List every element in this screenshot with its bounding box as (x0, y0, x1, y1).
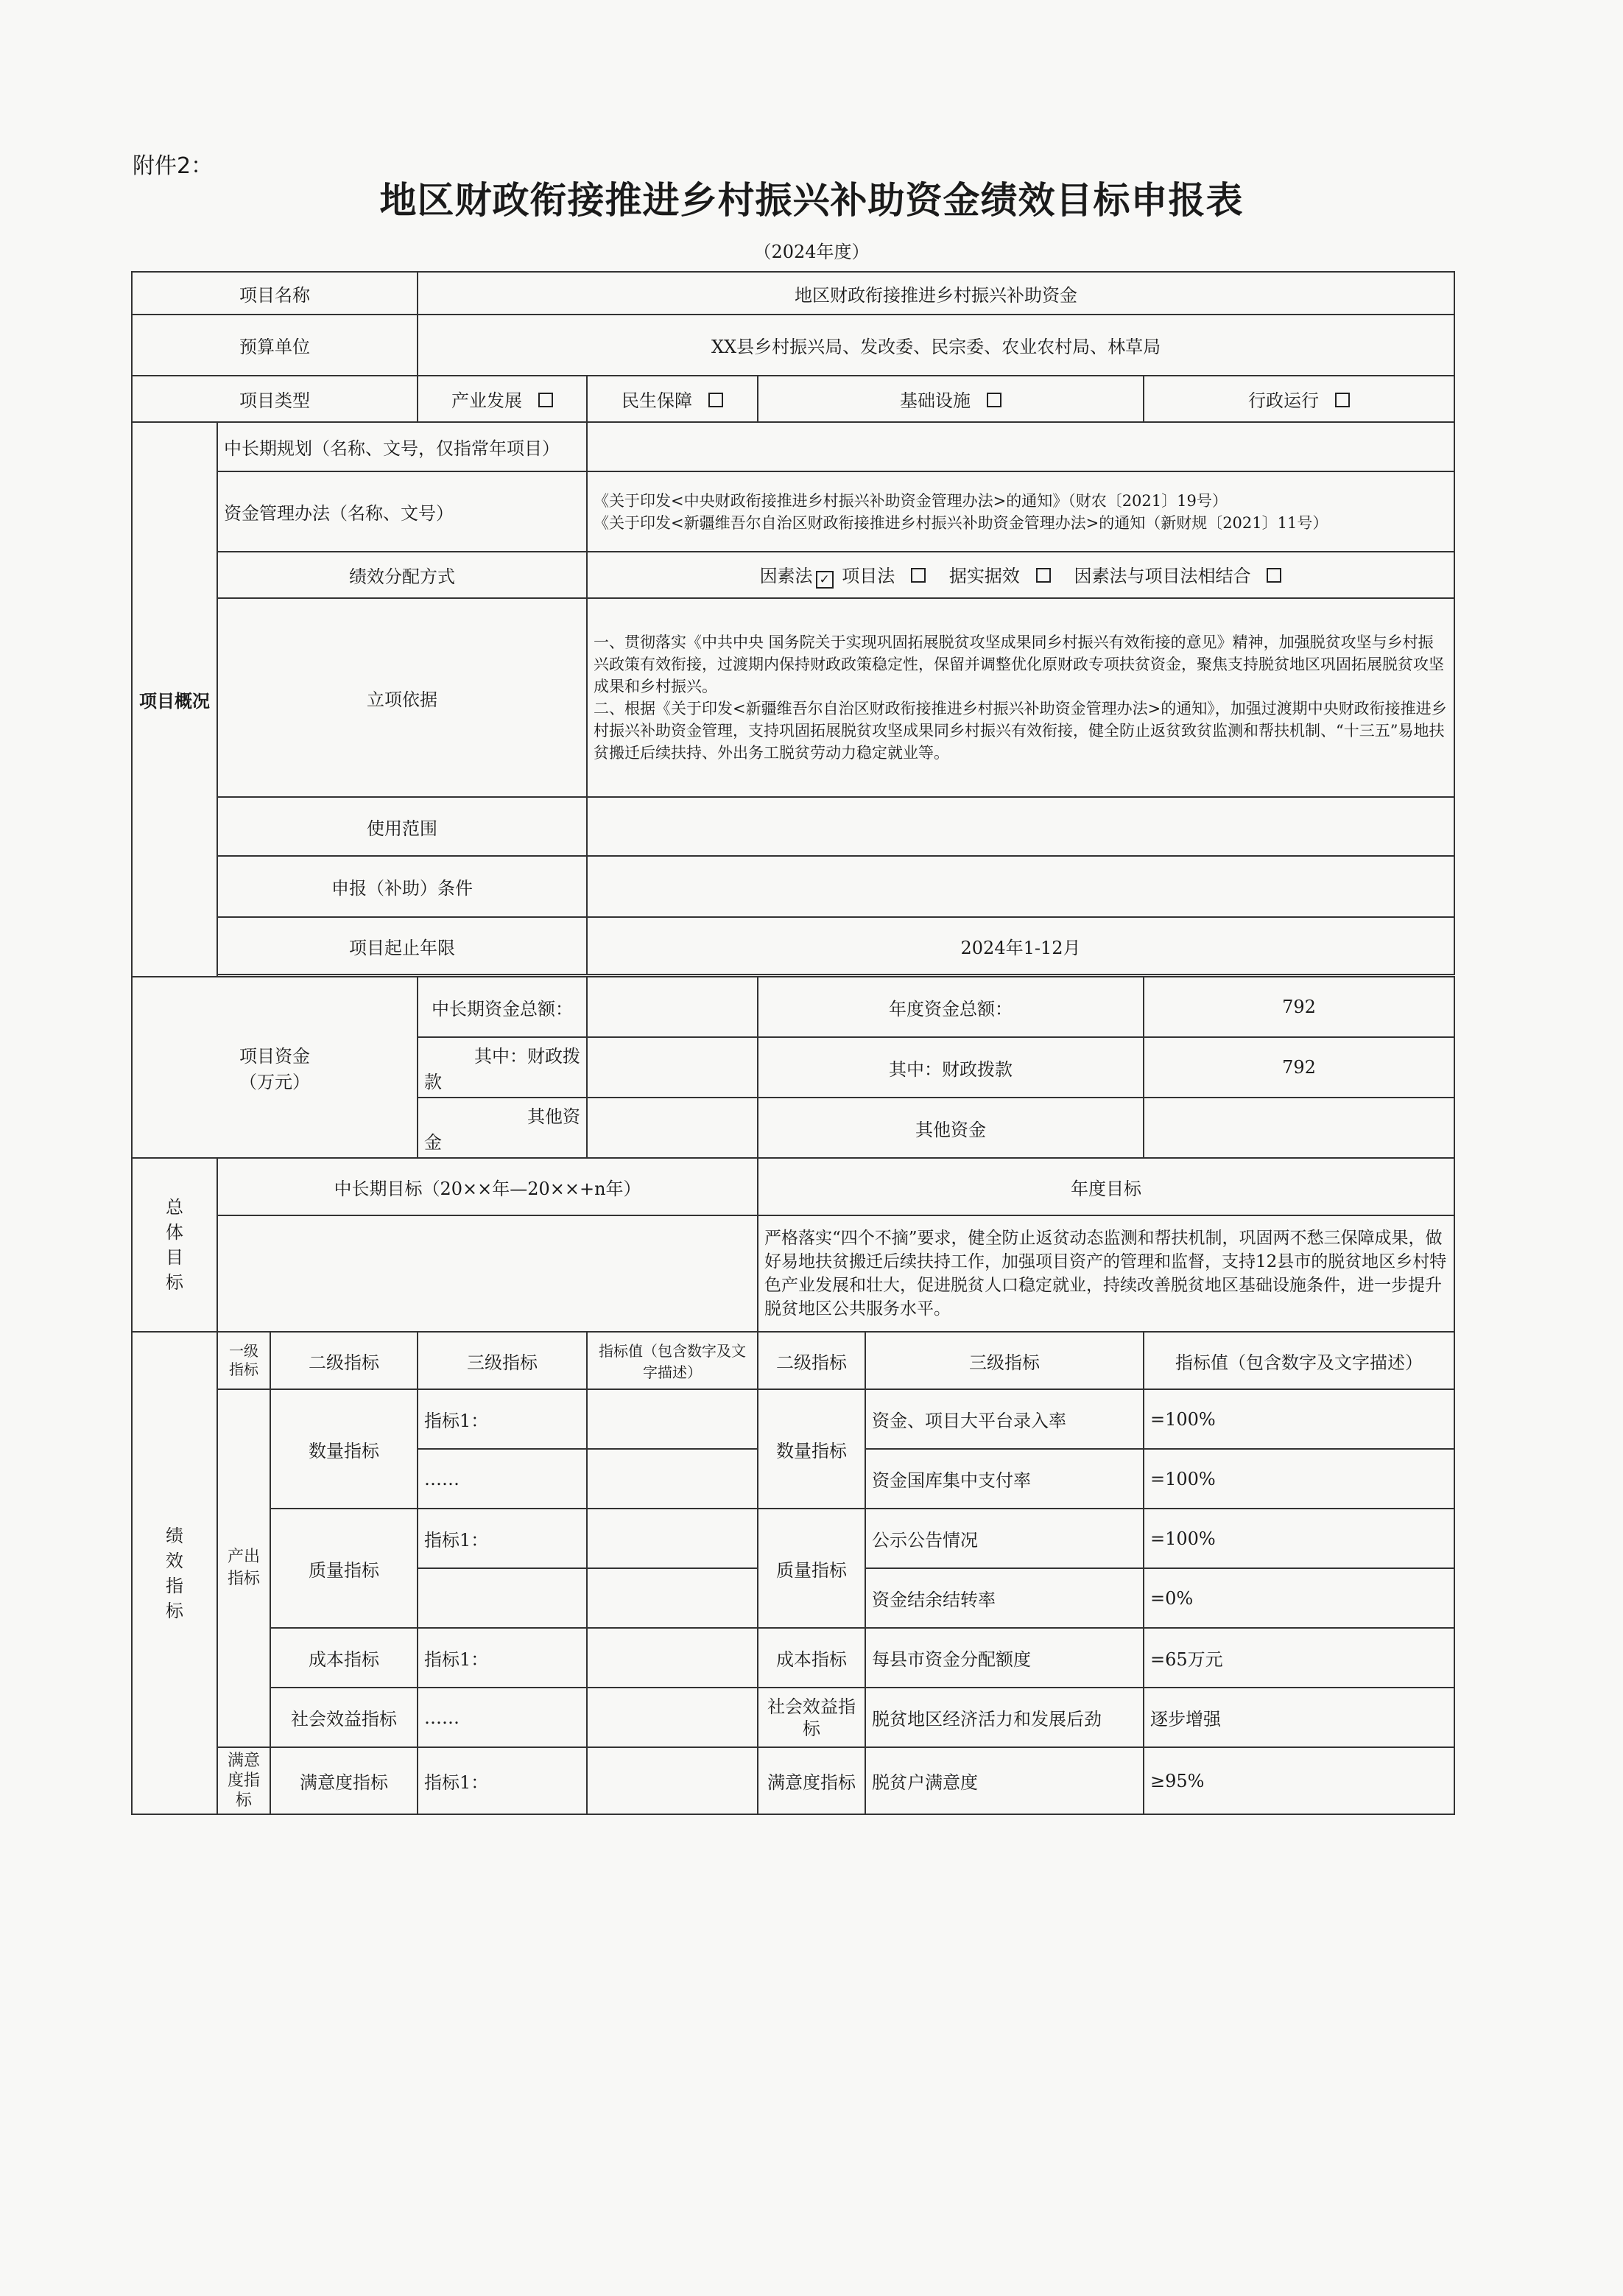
budget-unit-row (132, 315, 1454, 376)
annual-other-label: 其他资金 (758, 1098, 1144, 1158)
social-indicator-label: 社会效益指标 (270, 1688, 418, 1747)
project-type-row (132, 376, 1454, 422)
quality-indicator-label-right: 质量指标 (758, 1509, 865, 1628)
header-value-right: 指标值（包含数字及文字描述） (1144, 1332, 1454, 1389)
scope-row (132, 797, 1454, 856)
indicator-name: 脱贫地区经济活力和发展后劲 (865, 1688, 1144, 1747)
conditions-label: 申报（补助）条件 (217, 856, 587, 917)
midlong-other-label (418, 1098, 587, 1158)
indicator-name: 每县市资金分配额度 (865, 1628, 1144, 1688)
indicator-name: 资金、项目大平台录入率 (865, 1389, 1144, 1449)
indicator-placeholder: 指标1： (418, 1389, 587, 1449)
indicator-value: =65万元 (1144, 1628, 1454, 1688)
midlong-goal-header: 中长期目标（20××年—20××+n年） (217, 1158, 758, 1215)
indicator-value-empty (587, 1688, 758, 1747)
fund-mgmt-value (587, 471, 1454, 552)
fund-mgmt-line-2: 《关于印发<新疆维吾尔自治区财政衔接推进乡村振兴补助资金管理办法>的通知（新财规〔2021〕11号） (594, 513, 1328, 532)
checkbox-icon (1267, 568, 1281, 583)
header-level2-right: 二级指标 (758, 1332, 865, 1389)
goal-content-row (132, 1215, 1454, 1332)
indicator-value-empty (587, 1568, 758, 1628)
conditions-row (132, 856, 1454, 917)
annual-goal-header: 年度目标 (758, 1158, 1454, 1215)
basis-label: 立项依据 (217, 598, 587, 797)
midlong-total-label: 中长期资金总额： (418, 977, 587, 1037)
checkbox-icon (911, 568, 926, 583)
midlong-other-label-a: 其他资 (527, 1106, 580, 1127)
midlong-total-value (587, 977, 758, 1037)
conditions-value (587, 856, 1454, 917)
fund-mgmt-row (132, 471, 1454, 552)
annual-other-value (1144, 1098, 1454, 1158)
satisfaction-sub-label: 满意度指标 (270, 1747, 418, 1814)
output-indicator-label: 产出指标 (217, 1389, 270, 1747)
indicator-value-empty (587, 1449, 758, 1509)
allocation-option-factor: 因素法 (759, 566, 813, 586)
indicator-value-empty (587, 1389, 758, 1449)
indicator-value-empty (587, 1747, 758, 1814)
page-title: 地区财政衔接推进乡村振兴补助资金绩效目标申报表 (379, 178, 1244, 222)
goal-section-label (132, 1158, 217, 1332)
allocation-option-combined: 因素法与项目法相结合 (1074, 566, 1251, 586)
indicator-header-row (132, 1332, 1454, 1389)
midlong-goal-value (217, 1215, 758, 1332)
quality-indicator-label: 质量指标 (270, 1509, 418, 1628)
midlong-fiscal-value (587, 1037, 758, 1098)
allocation-option-project: 项目法 (842, 566, 895, 586)
indicator-name: 脱贫户满意度 (865, 1747, 1144, 1814)
indicator-ellipsis: …… (418, 1449, 587, 1509)
indicator-name: 资金国库集中支付率 (865, 1449, 1144, 1509)
indicator-placeholder: 指标1： (418, 1747, 587, 1814)
project-name-label: 项目名称 (132, 272, 418, 315)
checkbox-icon (1335, 393, 1350, 407)
indicator-row-5 (132, 1628, 1454, 1688)
basis-paragraph-1: 一、贯彻落实《中共中央 国务院关于实现巩固拓展脱贫攻坚成果同乡村振兴有效衔接的意见》精神，加强脱贫攻坚与乡村振兴政策有效衔接，过渡期内保持财政政策稳定性，保留并调整优化原财政专项扶贫资金，聚焦支持脱贫地区巩固拓展脱贫攻坚成果和乡村振兴。 (594, 633, 1444, 695)
checkbox-icon (987, 393, 1001, 407)
project-name-row (132, 272, 1454, 315)
indicator-placeholder: 指标1： (418, 1509, 587, 1568)
indicator-value: =100% (1144, 1389, 1454, 1449)
header-level3: 三级指标 (418, 1332, 587, 1389)
scope-label: 使用范围 (217, 797, 587, 856)
indicator-value: =100% (1144, 1509, 1454, 1568)
indicator-value: =0% (1144, 1568, 1454, 1628)
indicator-row-6 (132, 1688, 1454, 1747)
quantity-indicator-label: 数量指标 (270, 1389, 418, 1509)
basis-value (587, 598, 1454, 797)
indicator-row-1 (132, 1389, 1454, 1449)
social-indicator-label-right: 社会效益指标 (758, 1688, 865, 1747)
midlong-fiscal-label-b: 款 (424, 1072, 442, 1092)
indicator-value: ≥95% (1144, 1747, 1454, 1814)
budget-unit-value: XX县乡村振兴局、发改委、民宗委、农业农村局、林草局 (418, 315, 1454, 376)
funds-label-line-2: （万元） (239, 1072, 310, 1092)
performance-target-form (131, 271, 1455, 1815)
indicator-ellipsis: …… (418, 1688, 587, 1747)
indicator-placeholder: 指标1： (418, 1628, 587, 1688)
annual-fiscal-value: 792 (1144, 1037, 1454, 1098)
indicator-value: =100% (1144, 1449, 1454, 1509)
type-livelihood (587, 376, 758, 422)
cost-indicator-label: 成本指标 (270, 1628, 418, 1688)
scope-value (587, 797, 1454, 856)
header-level3-right: 三级指标 (865, 1332, 1144, 1389)
checkbox-icon (708, 393, 723, 407)
quantity-indicator-label-right: 数量指标 (758, 1389, 865, 1509)
year-label: （2024年度） (753, 242, 870, 262)
allocation-options (587, 552, 1454, 598)
allocation-row (132, 552, 1454, 598)
annual-goal-value: 严格落实“四个不摘”要求，健全防止返贫动态监测和帮扶机制，巩固两不愁三保障成果，做好易地扶贫搬迁后续扶持工作，加强项目资产的管理和监督，支持12县市的脱贫地区乡村特色产业发展和壮大，促进脱贫人口稳定就业，持续改善脱贫地区基础设施条件，进一步提升脱贫地区公共服务水平。 (758, 1215, 1454, 1332)
fund-mgmt-label: 资金管理办法（名称、文号） (217, 471, 587, 552)
goal-section-text: 总体目标 (166, 1197, 183, 1293)
funds-label-line-1: 项目资金 (239, 1046, 310, 1067)
midlong-other-value (587, 1098, 758, 1158)
type-industry-label: 产业发展 (451, 390, 522, 411)
indicator-value-empty (587, 1628, 758, 1688)
indicator-row-3 (132, 1509, 1454, 1568)
satisfaction-indicator-label: 满意度指标 (217, 1747, 270, 1814)
midlong-other-label-b: 金 (424, 1132, 442, 1153)
checkbox-icon (538, 393, 553, 407)
type-admin (1144, 376, 1454, 422)
period-label: 项目起止年限 (217, 917, 587, 975)
checkbox-icon (1036, 568, 1051, 583)
type-livelihood-label: 民生保障 (622, 390, 692, 411)
period-value: 2024年1-12月 (587, 917, 1454, 975)
indicator-empty (418, 1568, 587, 1628)
midlong-fiscal-label (418, 1037, 587, 1098)
basis-paragraph-2: 二、根据《关于印发<新疆维吾尔自治区财政衔接推进乡村振兴补助资金管理办法>的通知》，加强过渡期中央财政衔接推进乡村振兴补助资金管理，支持巩固拓展脱贫攻坚成果同乡村振兴有效衔接，健全防止返贫致贫监测和帮扶机制、“十三五”易地扶贫搬迁后续扶持、外出务工脱贫劳动力稳定就业等。 (594, 700, 1447, 762)
project-type-label: 项目类型 (132, 376, 418, 422)
allocation-label: 绩效分配方式 (217, 552, 587, 598)
header-value: 指标值（包含数字及文字描述） (587, 1332, 758, 1389)
attachment-label: 附件2： (133, 153, 214, 179)
allocation-option-actual: 据实据效 (948, 566, 1020, 586)
basis-row (132, 598, 1454, 797)
goal-header-row (132, 1158, 1454, 1215)
period-row (132, 917, 1454, 975)
satisfaction-sub-label-right: 满意度指标 (758, 1747, 865, 1814)
header-level1: 一级指标 (217, 1332, 270, 1389)
midlong-plan-row (132, 422, 1454, 471)
fund-mgmt-line-1: 《关于印发<中央财政衔接推进乡村振兴补助资金管理办法>的通知》（财农〔2021〕19号） (594, 491, 1228, 510)
type-industry (418, 376, 587, 422)
indicator-name: 资金结余结转率 (865, 1568, 1144, 1628)
indicator-section-text: 绩效指标 (166, 1525, 183, 1621)
midlong-fiscal-label-a: 其中：财政拨 (474, 1046, 580, 1067)
annual-total-label: 年度资金总额： (758, 977, 1144, 1037)
indicator-section-label (132, 1332, 217, 1814)
indicator-name: 公示公告情况 (865, 1509, 1144, 1568)
project-name-value: 地区财政衔接推进乡村振兴补助资金 (418, 272, 1454, 315)
midlong-plan-value (587, 422, 1454, 471)
type-infrastructure (758, 376, 1144, 422)
annual-total-value: 792 (1144, 977, 1454, 1037)
cost-indicator-label-right: 成本指标 (758, 1628, 865, 1688)
indicator-value: 逐步增强 (1144, 1688, 1454, 1747)
annual-fiscal-label: 其中：财政拨款 (758, 1037, 1144, 1098)
budget-unit-label: 预算单位 (132, 315, 418, 376)
type-infrastructure-label: 基础设施 (900, 390, 971, 411)
type-admin-label: 行政运行 (1248, 390, 1320, 411)
checked-box-icon: ✓ (816, 571, 834, 589)
indicator-row-7 (132, 1747, 1454, 1814)
midlong-plan-label: 中长期规划（名称、文号，仅指常年项目） (217, 422, 587, 471)
indicator-value-empty (587, 1509, 758, 1568)
header-level2: 二级指标 (270, 1332, 418, 1389)
funds-total-row (132, 977, 1454, 1037)
funds-section-label (132, 977, 418, 1158)
overview-section-label: 项目概况 (132, 422, 217, 977)
